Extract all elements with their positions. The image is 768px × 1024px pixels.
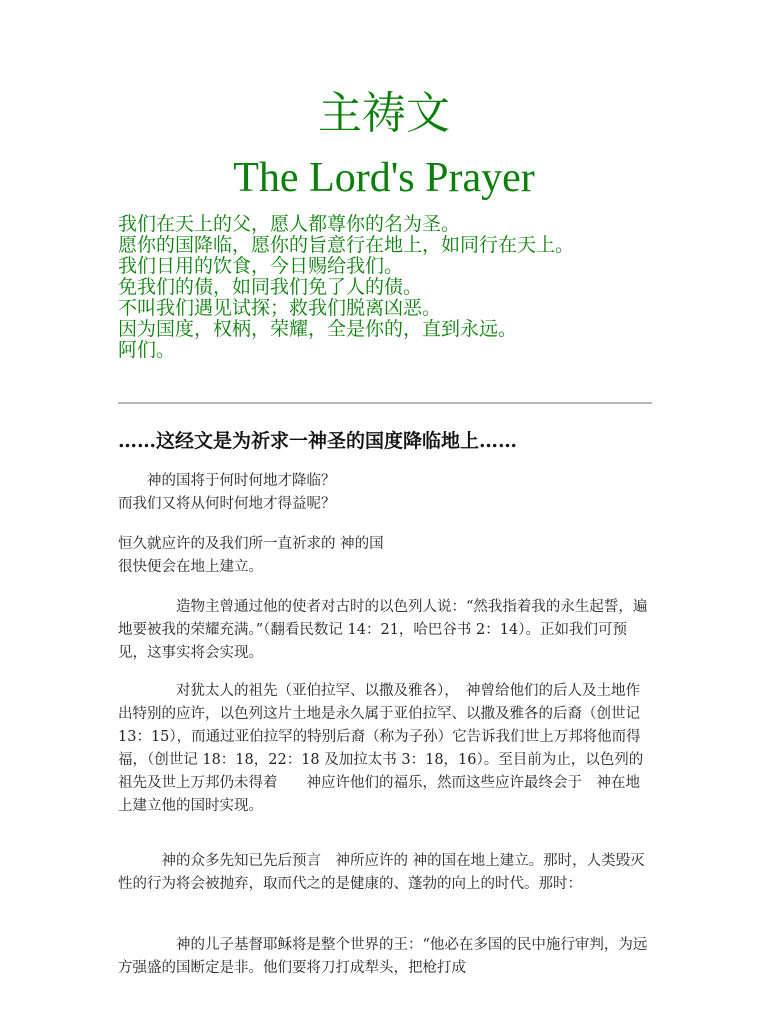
paragraph-text: 对犹太人的祖先（亚伯拉罕、以撒及雅各）， 神曾给他们的后人及土地作出特别的应许，以色列这片土地是永久属于亚伯拉罕、以撒及雅各的后裔（创世记 13：15），而通过亚伯拉罕的特别后裔（称为子孙）它告诉我们世上万邦将他而得福，（创世记 18：18，22：18 及加拉太书 3：18，16）。至目前为止，以色列的祖先及世上万邦仍未得着 神应许他们的福乐，然而这些应许最终会于 神在地上建立他的国时实现。 — [118, 683, 644, 814]
body-paragraph — [118, 934, 652, 980]
section-heading: ……这经文是为祈求一神圣的国度降临地上…… — [118, 430, 518, 452]
prayer-text — [118, 214, 678, 361]
body-paragraph — [118, 850, 652, 896]
paragraph-text: 造物主曾通过他的使者对古时的以色列人说：“然我指着我的永生起誓，遍地要被我的荣耀充满。”（翻看民数记 14：21，哈巴谷书 2：14）。正如我们可预见，这事实将会实现。 — [118, 599, 648, 661]
paragraph-text: 恒久就应许的及我们所一直祈求的 神的国 很快便会在地上建立。 — [118, 536, 384, 575]
paragraph-text: 神的儿子基督耶稣将是整个世界的王：“他必在多国的民中施行审判，为远方强盛的国断定是非。他们要将刀打成犁头，把枪打成 — [118, 937, 648, 976]
prayer-line: 我们日用的饮食，今日赐给我们。 — [118, 255, 404, 277]
prayer-line: 我们在天上的父，愿人都尊你的名为圣。 — [118, 213, 461, 235]
prayer-line: 不叫我们遇见试探；救我们脱离凶恶。 — [118, 297, 442, 319]
body-paragraph — [118, 680, 652, 818]
prayer-line: 愿你的国降临，愿你的旨意行在地上，如同行在天上。 — [118, 234, 575, 256]
paragraph-text: 神的国将于何时何地才降临？ 而我们又将从何时何地才得益呢？ — [118, 473, 336, 512]
prayer-line: 因为国度，权柄，荣耀，全是你的，直到永远。 — [118, 318, 518, 340]
body-paragraph — [118, 533, 652, 579]
page-title-chinese: 主祷文 — [318, 88, 450, 139]
prayer-line: 免我们的债，如同我们免了人的债。 — [118, 276, 423, 298]
body-paragraph — [118, 596, 652, 665]
paragraph-text: 神的众多先知已先后预言 神所应许的 神的国在地上建立。那时，人类毁灭性的行为将会被抛弃，取而代之的是健康的、蓬勃的向上的时代。那时： — [118, 853, 645, 892]
page-title-english: The Lord's Prayer — [233, 155, 535, 201]
prayer-line: 阿们。 — [118, 339, 176, 361]
body-paragraph — [118, 470, 652, 516]
horizontal-divider — [118, 402, 652, 404]
